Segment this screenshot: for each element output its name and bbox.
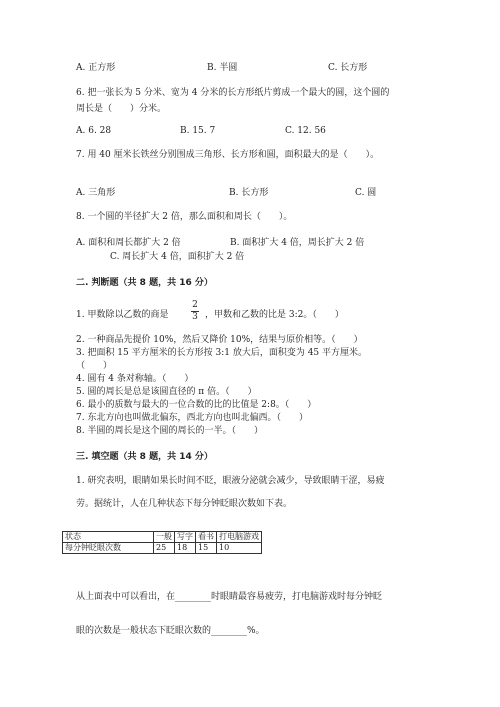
- judge-1-pre: 1. 甲数除以乙数的商是: [76, 310, 169, 320]
- blink-stats-table: [62, 531, 262, 554]
- table-header-cell: 写字: [175, 532, 196, 543]
- fraction-denominator: 3: [192, 312, 198, 322]
- q8-option-a: A. 面积和周长都扩大 2 倍: [76, 238, 181, 248]
- q8-text: 8. 一个圆的半径扩大 2 倍，那么面积和周长（ ）。: [76, 212, 293, 222]
- table-header-row: [63, 532, 262, 543]
- fraction-numerator: 2: [192, 300, 198, 310]
- judge-3-paren: （ ）: [76, 361, 113, 371]
- table-cell: 15: [196, 543, 217, 554]
- judge-8: 8. 半圆的周长是这个圆的周长的一半。（ ）: [76, 426, 263, 436]
- q5-option-a: A. 正方形: [76, 63, 116, 73]
- fill-1-question1: 从上面表中可以看出，在________时眼睛最容易疲劳，打电脑游戏时每分钟眨: [76, 592, 383, 602]
- judge-4: 4. 圆有 4 条对称轴。（ ）: [76, 374, 194, 384]
- q8-option-c: C. 周长扩大 4 倍，面积扩大 2 倍: [110, 252, 245, 262]
- fraction-two-thirds: [189, 300, 201, 323]
- table-header-cell: 打电脑游戏: [217, 532, 262, 543]
- q7-option-c: C. 圆: [355, 188, 377, 198]
- table-cell: 25: [154, 543, 175, 554]
- section3-title: 三. 填空题（共 8 题，共 14 分）: [76, 452, 213, 462]
- q7-option-a: A. 三角形: [76, 188, 116, 198]
- q6-option-b: B. 15. 7: [180, 126, 216, 136]
- q7-text: 7. 用 40 厘米长铁丝分别围成三角形、长方形和圆，面积最大的是（ ）。: [76, 150, 380, 160]
- judge-1-post: ，甲数和乙数的比是 3:2。（ ）: [205, 310, 344, 320]
- table-header-cell: 看书: [196, 532, 217, 543]
- judge-6: 6. 最小的质数与最大的一位合数的比的比值是 2:8。（ ）: [76, 400, 317, 410]
- q7-option-b: B. 长方形: [229, 188, 269, 198]
- q6-option-a: A. 6. 28: [76, 126, 112, 136]
- table-cell: 10: [217, 543, 262, 554]
- judge-3: 3. 把面积 15 平方厘米的长方形按 3:1 放大后，面积变为 45 平方厘米。: [76, 348, 368, 358]
- q8-option-b: B. 面积扩大 4 倍，周长扩大 2 倍: [230, 238, 365, 248]
- fill-1-line2: 劳。据统计，人在几种状态下每分钟眨眼次数如下表。: [76, 499, 293, 509]
- judge-5: 5. 圆的周长是总是该圆直径的 π 倍。（ ）: [76, 387, 257, 397]
- judge-7: 7. 东北方向也叫做北偏东，西北方向也叫北偏西。（ ）: [76, 413, 308, 423]
- table-cell: 18: [175, 543, 196, 554]
- fill-1-question2: 眼的次数是一般状态下眨眼次数的________%。: [76, 626, 265, 636]
- q6-text-line2: 周长是（ ）分米。: [76, 104, 167, 114]
- section2-title: 二. 判断题（共 8 题，共 16 分）: [76, 278, 213, 288]
- table-header-cell: 状态: [63, 532, 154, 543]
- q5-option-b: B. 半圆: [207, 63, 238, 73]
- q6-option-c: C. 12. 56: [285, 126, 326, 136]
- table-header-cell: 一般: [154, 532, 175, 543]
- judge-2: 2. 一种商品先提价 10%，然后又降价 10%，结果与原价相等。（ ）: [76, 335, 363, 345]
- q5-option-c: C. 长方形: [328, 63, 368, 73]
- table-cell: 每分钟眨眼次数: [63, 543, 154, 554]
- q6-text-line1: 6. 把一张长为 5 分米、宽为 4 分米的长方形纸片剪成一个最大的圆，这个圆的: [76, 88, 390, 98]
- table-row: [63, 543, 262, 554]
- fill-1-line1: 1. 研究表明，眼睛如果长时间不眨，眼液分泌就会减少，导致眼睛干涩，易疲: [76, 476, 385, 486]
